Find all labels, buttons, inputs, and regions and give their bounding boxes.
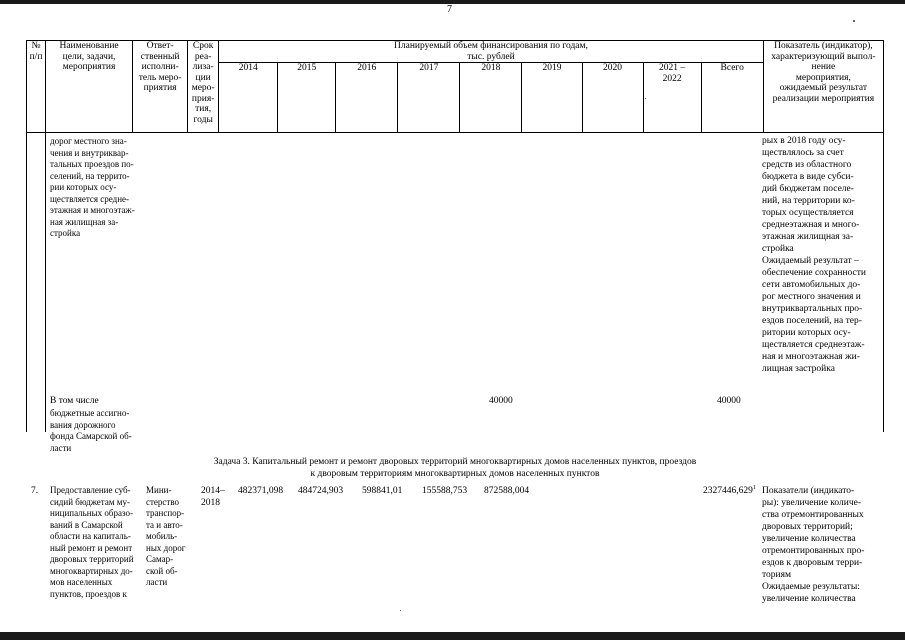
year-2017: 2017	[398, 63, 460, 133]
row7-responsible: Мини- стерство транспор- та и авто- мобиль- ных дорог Самар- ской об- ласти	[146, 485, 186, 587]
col-header-name: Наименование цели, задачи, мероприятия	[46, 41, 133, 133]
year-2021-2022: 2021 – 2022	[643, 63, 701, 133]
col-header-term: Срок реа- лиза- ции меро- прия- тия, годы	[188, 41, 219, 133]
in-total-2018: 40000	[489, 396, 513, 406]
in-total-all: 40000	[717, 396, 741, 406]
row7-total	[703, 485, 756, 497]
row7-2017: 155588,753	[422, 486, 468, 496]
year-2020: 2020	[582, 63, 643, 133]
year-2018: 2018	[460, 63, 522, 133]
row7-total-value: 2327446,629	[703, 486, 753, 496]
year-2014: 2014	[219, 63, 278, 133]
col-header-num: № п/п	[27, 41, 46, 133]
col-header-indicator: Показатель (индикатор), характеризующий выпол- нение мероприятия, ожидаемый результат реализации мероприятия	[763, 41, 883, 133]
year-2016: 2016	[336, 63, 398, 133]
speck	[645, 98, 646, 99]
year-2015: 2015	[278, 63, 336, 133]
num-col-rule	[45, 132, 46, 432]
year-2019: 2019	[522, 63, 582, 133]
col-header-responsible: Ответ- ственный исполни- тель меро- приятия	[133, 41, 188, 133]
row7-term: 2014– 2018	[201, 486, 225, 508]
row7-2018: 872588,004	[484, 486, 530, 496]
bottom-border	[0, 632, 905, 640]
row7-2015: 484724,903	[298, 486, 344, 496]
row7-total-footnote: 1	[752, 484, 756, 491]
task3-title: Задача 3. Капитальный ремонт и ремонт дворовых территорий многоквартирных домов населенных пунктов, проездов к дворовым территориям многоквартирных домов населенных пунктов	[213, 457, 697, 479]
year-total: Всего	[701, 63, 763, 133]
row7-name: Предоставление суб- сидий бюджетам му- ниципальных образо- ваний в Самарской области на капиталь- ный ремонт и ремонт дворовых территорий многоквартирных до- мов населенных пунктов, проездов к	[50, 485, 134, 599]
row7-indicator: Показатели (индикато- ры): увеличение количе- ства отремонтированных дворовых территорий; увеличение количества отремонтированных про- ездов к дворовым терри- ториям Ожидаемые результаты: увеличение количества	[762, 486, 865, 604]
top-border	[0, 0, 905, 4]
row7-2014: 482371,098	[238, 486, 284, 496]
right-rule	[883, 132, 884, 432]
speck	[853, 20, 855, 22]
in-total-sublabel: бюджетные ассигно- вания дорожного фонда Самарской об- ласти	[50, 408, 132, 453]
table-header	[26, 40, 884, 133]
page-number: 7	[447, 4, 452, 15]
continued-indicator-text: рых в 2018 году осу- ществлялось за счет средств из областного бюджета в виде субси- дий бюджетам поселе- ний, на территории ко- торых осуществляется среднеэтажная и много- этажная жилищная за- стройка Ожидаемый результат – обеспечение сохранности сети автомобильных до- рог местного значения и внутриквартальных про- ездов поселений, на тер- ритории которых осу- ществляется среднеэтаж- ная и многоэтажная жи- лищная застройка	[762, 136, 866, 374]
row7-number: 7.	[31, 486, 39, 496]
col-header-financing: Планируемый объем финансирования по годам, тыс. рублей	[219, 41, 764, 63]
row7-2016: 598841,01	[362, 486, 403, 496]
continued-name-text: дорог местного зна- чения и внутриквар- тальных проездов по- селений, на террито- рии которых осу- ществляется средне- этажная и многоэтаж- ная жилищная за- стройка	[50, 136, 135, 238]
in-total-label: В том числе	[50, 396, 99, 406]
left-rule	[26, 132, 27, 432]
speck	[400, 610, 401, 611]
